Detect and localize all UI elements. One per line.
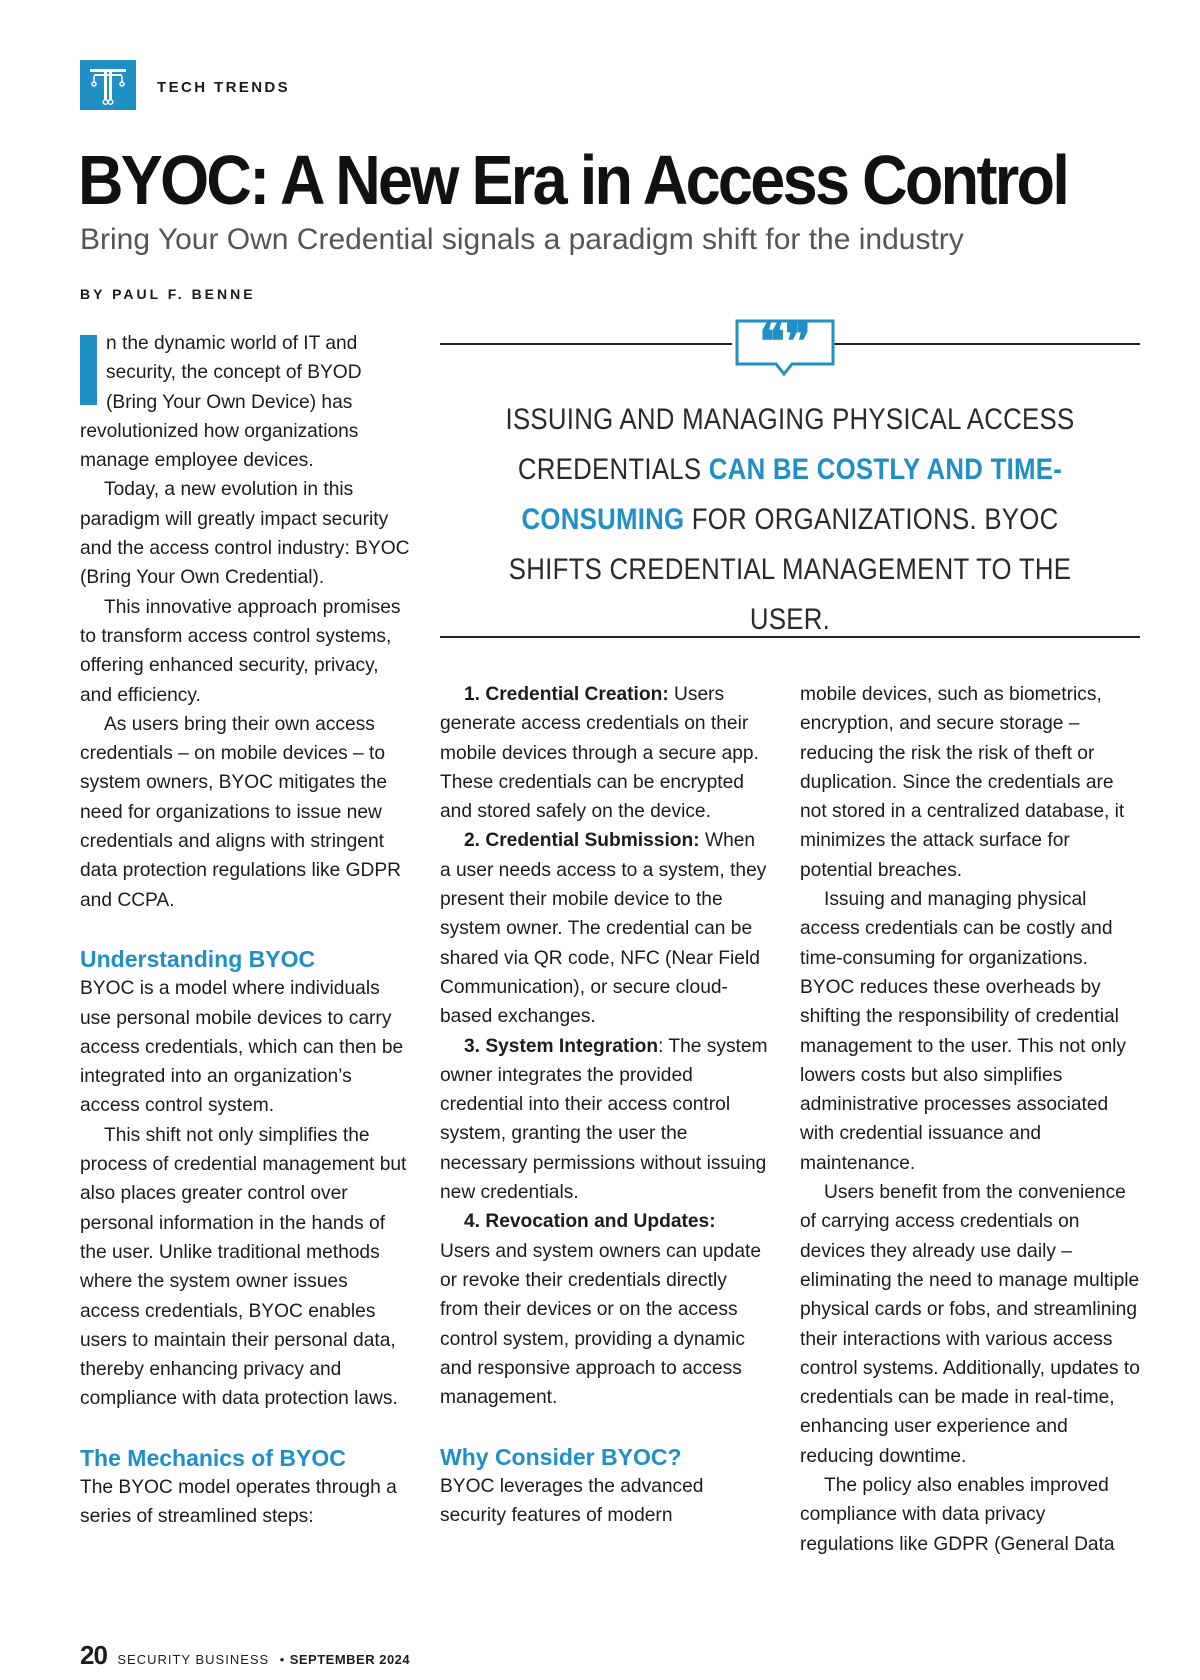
page-number: 20 [80, 1640, 107, 1670]
step-body: Users and system owners can update or revoke their credentials directly from their devices or on the access control system, providing a dynamic and responsive approach to access management. [440, 1240, 762, 1409]
section-label: TECH TRENDS [157, 79, 291, 96]
article-column-1 [80, 329, 410, 1532]
intro-text: n the dynamic world of IT and security, the concept of BYOD (Bring Your Own Device) has revolutionized how organizations manage employee devices. [80, 333, 362, 472]
step-body: Users generate access credentials on their mobile devices through a secure app. These credentials can be encrypted and stored safely on the device. [440, 684, 759, 823]
article-column-2 [440, 680, 770, 1530]
step-title: 2. Credential Submission: [464, 830, 700, 852]
list-item [440, 680, 770, 826]
page-footer [80, 1640, 410, 1671]
pullquote-text: ISSUING AND MANAGING PHYSICAL ACCESS CREDENTIALS [505, 403, 1075, 486]
paragraph: Today, a new evolution in this paradigm will greatly impact security and the access control industry: BYOC (Bring Your Own Credential). [80, 479, 410, 589]
tech-trends-t-icon [80, 60, 136, 110]
paragraph: This innovative approach promises to transform access control systems, offering enhanced security, privacy, and efficiency. [80, 596, 401, 706]
section-heading-understanding: Understanding BYOC [80, 946, 316, 973]
step-body: : The system owner integrates the provided credential into their access control system, granting the user the necessary permissions without issuing new credentials. [440, 1035, 768, 1204]
step-title: 1. Credential Creation: [464, 684, 669, 705]
drop-cap-bar [80, 335, 97, 405]
article-column-3 [800, 680, 1140, 1559]
list-item [440, 1207, 770, 1412]
paragraph: Users benefit from the convenience of carrying access credentials on devices they already use daily – eliminating the need to manage multiple physical cards or fobs, and streamlining their interactions with various access control systems. Additionally, updates to credentials can be made in real-time, enhancing user experience and reducing downtime. [800, 1182, 1140, 1467]
paragraph: As users bring their own access credentials – on mobile devices – to system owners, BYOC mitigates the need for organizations to issue new credentials and aligns with stringent data protection regulations like GDPR and CCPA. [80, 713, 402, 911]
pullquote-top-rule-right [834, 343, 1140, 345]
list-item [440, 826, 770, 1031]
pullquote-bottom-rule [440, 636, 1140, 638]
intro-paragraph [80, 329, 410, 475]
step-title: 4. Revocation and Updates: [464, 1211, 716, 1233]
paragraph: This shift not only simplifies the process of credential management but also places greater control over personal information in the hands of the user. Unlike traditional methods where the system owner issues access credentials, BYOC enables users to maintain their personal data, thereby enhancing privacy and compliance with data protection laws. [80, 1124, 407, 1410]
paragraph: The BYOC model operates through a series of streamlined steps: [80, 1476, 397, 1528]
headline: BYOC: A New Era in Access Control [78, 141, 1068, 219]
step-body: When a user needs access to a system, they present their mobile device to the system owner. The credential can be shared via QR code, NFC (Near Field Communication), or secure cloud-based exchanges. [440, 830, 767, 1028]
issue-date: SEPTEMBER 2024 [289, 1652, 411, 1667]
section-heading-why: Why Consider BYOC? [440, 1443, 682, 1470]
byline: BY PAUL F. BENNE [80, 286, 256, 302]
paragraph: Issuing and managing physical access credentials can be costly and time-consuming for organizations. BYOC reduces these overheads by shifting the responsibility of credential management to the user. This not only lowers costs but also simplifies administrative processes associated with credential issuance and maintenance. [800, 889, 1127, 1174]
publication-name: SECURITY BUSINESS [117, 1652, 270, 1667]
section-logo-icon [80, 60, 136, 110]
step-title: 3. System Integration [464, 1035, 659, 1057]
footer-separator: • [279, 1652, 286, 1667]
paragraph: mobile devices, such as biometrics, encryption, and secure storage – reducing the risk the risk of theft or duplication. Since the credentials are not stored in a centralized database, it minimizes the attack surface for potential breaches. [800, 684, 1125, 881]
pullquote-text: FOR ORGANIZATIONS. BYOC SHIFTS CREDENTIAL MANAGEMENT TO THE USER. [508, 503, 1072, 636]
paragraph: BYOC leverages the advanced security features of modern [440, 1475, 704, 1527]
svg-text:❝❞: ❝❞ [759, 318, 811, 369]
subheadline: Bring Your Own Credential signals a paradigm shift for the industry [80, 223, 964, 256]
list-item [440, 1032, 770, 1208]
quote-bubble-icon [734, 318, 836, 383]
pullquote [489, 395, 1091, 645]
section-heading-mechanics: The Mechanics of BYOC [80, 1444, 346, 1471]
paragraph: The policy also enables improved compliance with data privacy regulations like GDPR (General Data [800, 1475, 1115, 1555]
pullquote-highlight: CAN BE COSTLY AND TIME-CONSUMING [521, 453, 1063, 536]
paragraph: BYOC is a model where individuals use personal mobile devices to carry access credentials, which can then be integrated into an organization’s access control system. [80, 978, 404, 1117]
pullquote-top-rule-left [440, 343, 732, 345]
